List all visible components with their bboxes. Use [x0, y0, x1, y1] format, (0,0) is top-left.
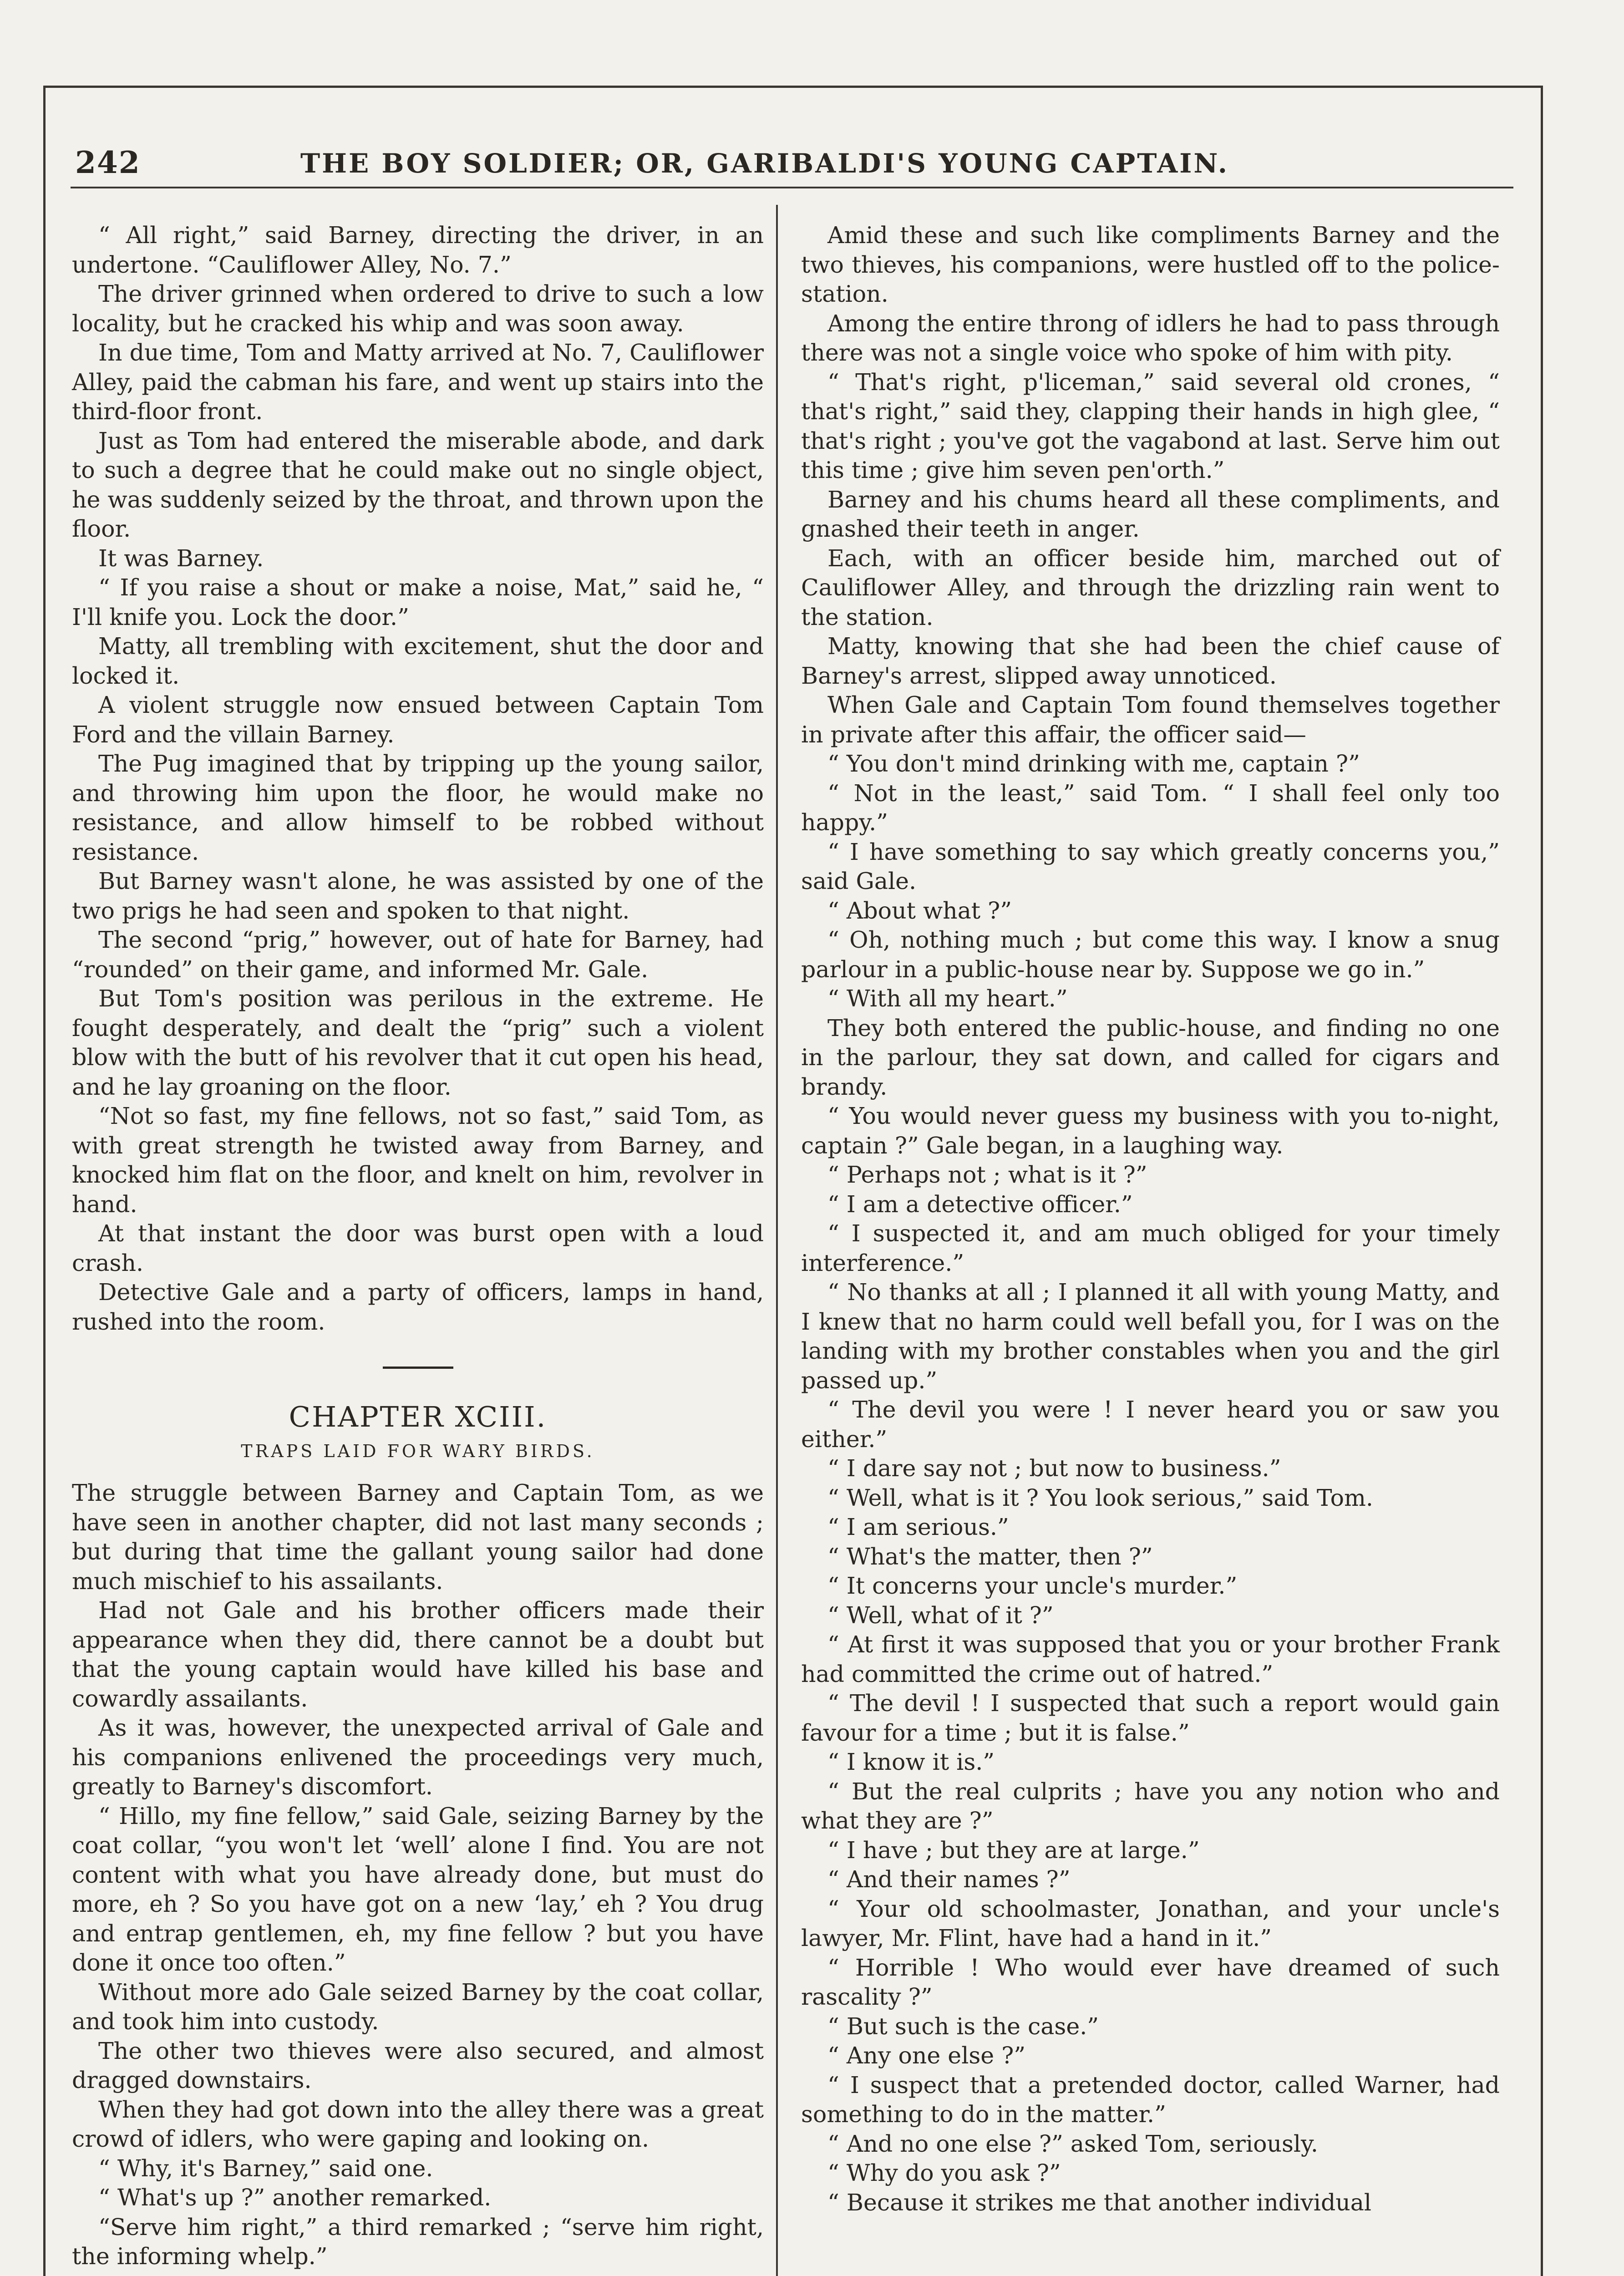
paragraph: When Gale and Captain Tom found themselves together in private after this affair, the officer said—: [801, 691, 1500, 748]
paragraph: “ With all my heart.”: [827, 985, 1068, 1012]
left-column-body-after: [72, 1478, 764, 2271]
paragraph: “ Well, what is it ? You look serious,” said Tom.: [827, 1484, 1373, 1511]
paragraph: The struggle between Barney and Captain Tom, as we have seen in another chapter, did not last many seconds ; but during that time the gallant young sailor had done much mischief to his assailants.: [72, 1479, 764, 1595]
paragraph: “ I dare say not ; but now to business.”: [827, 1455, 1281, 1482]
paragraph: “ I am a detective officer.”: [827, 1190, 1133, 1218]
paragraph: In due time, Tom and Matty arrived at No. 7, Cauliflower Alley, paid the cabman his fare, and went up stairs into the third-floor front.: [72, 339, 764, 425]
paragraph: Amid these and such like compliments Barney and the two thieves, his companions, were hustled off to the police-station.: [801, 222, 1500, 307]
paragraph: Without more ado Gale seized Barney by the coat collar, and took him into custody.: [72, 1978, 764, 2035]
paragraph: “ The devil ! I suspected that such a report would gain favour for a time ; but it is false.”: [801, 1690, 1500, 1746]
chapter-separator: [383, 1367, 453, 1369]
paragraph: “ Well, what of it ?”: [827, 1601, 1054, 1629]
paragraph: “ Why do you ask ?”: [827, 2159, 1061, 2186]
paragraph: At that instant the door was burst open with a loud crash.: [72, 1220, 764, 1276]
paragraph: “ But the real culprits ; have you any notion who and what they are ?”: [801, 1778, 1500, 1834]
paragraph: As it was, however, the unexpected arrival of Gale and his companions enlivened the proceedings very much, greatly to Barney's discomfort.: [72, 1714, 764, 1800]
paragraph: “ No thanks at all ; I planned it all with young Matty, and I knew that no harm could well befall you, for I was on the landing with my brother constables when you and the girl passed up.”: [801, 1279, 1500, 1394]
paragraph: “ I know it is.”: [827, 1748, 995, 1775]
paragraph: The Pug imagined that by tripping up the young sailor, and throwing him upon the floor, he would make no resistance, and allow himself to be robbed without resistance.: [72, 750, 764, 865]
paragraph: Just as Tom had entered the miserable abode, and dark to such a degree that he could make out no single object, he was suddenly seized by the throat, and thrown upon the floor.: [72, 427, 764, 542]
paragraph: “ Not in the least,” said Tom. “ I shall feel only too happy.”: [801, 779, 1500, 836]
left-column: [72, 221, 764, 2271]
paragraph: Detective Gale and a party of officers, lamps in hand, rushed into the room.: [72, 1279, 764, 1335]
header-rule: [71, 187, 1513, 188]
paragraph: “ Horrible ! Who would ever have dreamed of such rascality ?”: [801, 1954, 1500, 2010]
paragraph: Each, with an officer beside him, marched out of Cauliflower Alley, and through the drizzling rain went to the station.: [801, 544, 1500, 630]
paragraph: They both entered the public-house, and finding no one in the parlour, they sat down, and called for cigars and brandy.: [801, 1014, 1500, 1100]
paragraph: The other two thieves were also secured, and almost dragged downstairs.: [72, 2037, 764, 2093]
page-number: 242: [75, 145, 141, 180]
paragraph: “Serve him right,” a third remarked ; “serve him right, the informing whelp.”: [72, 2213, 764, 2270]
left-column-body-before: [72, 221, 764, 1336]
paragraph: “ About what ?”: [827, 897, 1012, 924]
paragraph: “Not so fast, my fine fellows, not so fast,” said Tom, as with great strength he twisted away from Barney, and knocked him flat on the floor, and knelt on him, revolver in hand.: [72, 1102, 764, 1218]
paragraph: When they had got down into the alley there was a great crowd of idlers, who were gaping and looking on.: [72, 2096, 764, 2152]
paragraph: “ But such is the case.”: [827, 2012, 1099, 2040]
chapter-title: CHAPTER XCIII.: [289, 1400, 547, 1433]
running-head: THE BOY SOLDIER; OR, GARIBALDI'S YOUNG CAPTAIN.: [300, 148, 1229, 179]
paragraph: “ I have something to say which greatly concerns you,” said Gale.: [801, 838, 1500, 894]
paragraph: “ You would never guess my business with you to-night, captain ?” Gale began, in a laughing way.: [801, 1102, 1500, 1159]
paragraph: “ That's right, p'liceman,” said several old crones, “ that's right,” said they, clapping their hands in high glee, “ that's right ; you've got the vagabond at last. Serve him out this time ; give him seven pen'orth.”: [801, 368, 1500, 483]
paragraph: “ What's up ?” another remarked.: [98, 2184, 492, 2211]
paragraph: “ I am serious.”: [827, 1514, 1009, 1540]
paragraph: Among the entire throng of idlers he had to pass through there was not a single voice who spoke of him with pity.: [801, 310, 1500, 366]
paragraph: “ Because it strikes me that another individual: [827, 2189, 1372, 2216]
paragraph: “ Why, it's Barney,” said one.: [98, 2154, 433, 2182]
paragraph: “ If you raise a shout or make a noise, Mat,” said he, “ I'll knife you. Lock the door.”: [72, 574, 764, 630]
paragraph: “ I suspected it, and am much obliged for your timely interference.”: [801, 1220, 1500, 1276]
paragraph: “ Your old schoolmaster, Jonathan, and your uncle's lawyer, Mr. Flint, have had a hand in it.”: [801, 1895, 1500, 1951]
paragraph: “ It concerns your uncle's murder.”: [827, 1572, 1238, 1599]
paragraph: Matty, all trembling with excitement, shut the door and locked it.: [72, 633, 764, 689]
paragraph: Barney and his chums heard all these compliments, and gnashed their teeth in anger.: [801, 486, 1500, 542]
paragraph: “ I have ; but they are at large.”: [827, 1836, 1200, 1864]
paragraph: A violent struggle now ensued between Captain Tom Ford and the villain Barney.: [72, 691, 764, 748]
paragraph: “ You don't mind drinking with me, captain ?”: [827, 750, 1360, 777]
paragraph: “ Perhaps not ; what is it ?”: [827, 1161, 1147, 1188]
paragraph: “ What's the matter, then ?”: [827, 1543, 1153, 1570]
paragraph: “ And their names ?”: [827, 1866, 1071, 1893]
paragraph: “ Oh, nothing much ; but come this way. I know a snug parlour in a public-house near by. Suppose we go in.”: [801, 926, 1500, 983]
paragraph: But Tom's position was perilous in the extreme. He fought desperately, and dealt the “prig” such a violent blow with the butt of his revolver that it cut open his head, and he lay groaning on the floor.: [72, 985, 764, 1100]
right-column-body: [801, 221, 1500, 2217]
paragraph: “ All right,” said Barney, directing the driver, in an undertone. “Cauliflower Alley, No. 7.”: [72, 222, 764, 278]
chapter-subtitle: TRAPS LAID FOR WARY BIRDS.: [241, 1441, 595, 1461]
right-column: [801, 221, 1500, 2217]
paragraph: It was Barney.: [98, 544, 264, 572]
paragraph: The driver grinned when ordered to drive to such a low locality, but he cracked his whip and was soon away.: [72, 280, 764, 337]
paragraph: “ Hillo, my fine fellow,” said Gale, seizing Barney by the coat collar, “you won't let ‘well’ alone I find. You are not content with what you have already done, but must do more, eh ? So you have got on a new ‘lay,’ eh ? You drug and entrap gentlemen, eh, my fine fellow ? but you have done it once too often.”: [72, 1802, 764, 1976]
column-divider: [776, 205, 778, 2276]
paragraph: “ At first it was supposed that you or your brother Frank had committed the crime out of hatred.”: [801, 1631, 1500, 1687]
paragraph: Had not Gale and his brother officers made their appearance when they did, there cannot be a doubt but that the young captain would have killed his base and cowardly assailants.: [72, 1597, 764, 1712]
paragraph: “ Any one else ?”: [827, 2042, 1026, 2069]
paragraph: Matty, knowing that she had been the chief cause of Barney's arrest, slipped away unnoticed.: [801, 633, 1500, 689]
paragraph: But Barney wasn't alone, he was assisted by one of the two prigs he had seen and spoken to that night.: [72, 868, 764, 924]
paragraph: “ The devil you were ! I never heard you or saw you either.”: [801, 1396, 1500, 1453]
paragraph: “ And no one else ?” asked Tom, seriously.: [827, 2130, 1318, 2157]
paragraph: “ I suspect that a pretended doctor, called Warner, had something to do in the matter.”: [801, 2071, 1500, 2128]
paragraph: The second “prig,” however, out of hate for Barney, had “rounded” on their game, and informed Mr. Gale.: [72, 926, 764, 983]
